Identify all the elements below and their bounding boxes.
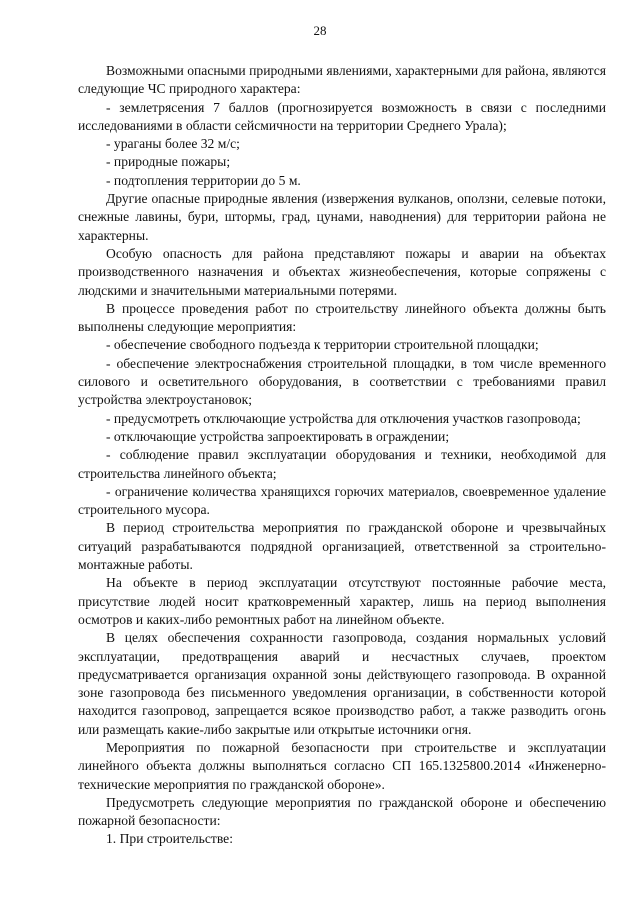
list-item: - предусмотреть отключающие устройства для отключения участков газопровода; [106, 410, 581, 426]
paragraph: В процессе проведения работ по строительству линейного объекта должны быть выполнены следующие мероприятия: [78, 300, 606, 335]
paragraph: В период строительства мероприятия по гражданской обороне и чрезвычайных ситуаций разрабатываются подрядной организацией, ответственной за строительно-монтажные работы. [78, 520, 606, 573]
paragraph: Другие опасные природные явления (извержения вулканов, оползни, селевые потоки, снежные лавины, бури, штормы, град, цунами, наводнения) для территории района не характерны. [78, 191, 606, 243]
paragraph: Предусмотреть следующие мероприятия по гражданской обороне и обеспечению пожарной безопасности: [78, 794, 606, 829]
paragraph: 1. При строительстве: [106, 831, 233, 847]
paragraph: На объекте в период эксплуатации отсутствуют постоянные рабочие места, присутствие людей носит кратковременный характер, лишь на период выполнения осмотров и каких-либо ремонтных работ на линейном объекте. [78, 575, 606, 627]
list-item: - ураганы более 32 м/с; [106, 136, 240, 152]
list-item: - природные пожары; [106, 154, 231, 170]
page-number: 28 [313, 23, 327, 38]
paragraph: В целях обеспечения сохранности газопровода, создания нормальных условий эксплуатации, предотвращения аварий и несчастных случаев, проектом предусматривается организация охранной зоны действующего газопровода. В охранной зоне газопровода без письменного уведомления организации, в собственности которой находится газопровод, запрещается всякое производство работ, а также разводить огонь или размещать какие-либо закрытые или открытые источники огня. [78, 630, 606, 737]
paragraph: Особую опасность для района представляют пожары и аварии на объектах производственного назначения и объектах жизнеобеспечения, которые сопряжены с людскими и значительными материальными потерями. [78, 245, 606, 298]
list-item: - подтопления территории до 5 м. [106, 172, 301, 188]
list-item: - соблюдение правил эксплуатации оборудования и техники, необходимой для строительства линейного объекта; [78, 447, 606, 481]
list-item: - землетрясения 7 баллов (прогнозируется возможность в связи с последними исследованиями в области сейсмичности на территории Среднего Урала); [78, 99, 606, 133]
list-item: - обеспечение свободного подъезда к территории строительной площадки; [106, 337, 539, 353]
list-item: - отключающие устройства запроектировать в ограждении; [106, 428, 450, 444]
paragraph: Мероприятия по пожарной безопасности при строительстве и эксплуатации линейного объекта должны выполняться согласно СП 165.1325800.2014 «Инженерно-технические мероприятия по гражданской обороне». [78, 739, 606, 792]
body-text [78, 62, 606, 849]
list-item: - ограничение количества хранящихся горючих материалов, своевременное удаление строительного мусора. [78, 483, 606, 518]
paragraph: Возможными опасными природными явлениями, характерными для района, являются следующие ЧС природного характера: [78, 63, 606, 97]
list-item: - обеспечение электроснабжения строительной площадки, в том числе временного силового и осветительного оборудования, в соответствии с требованиями правил устройства электроустановок; [78, 355, 606, 408]
